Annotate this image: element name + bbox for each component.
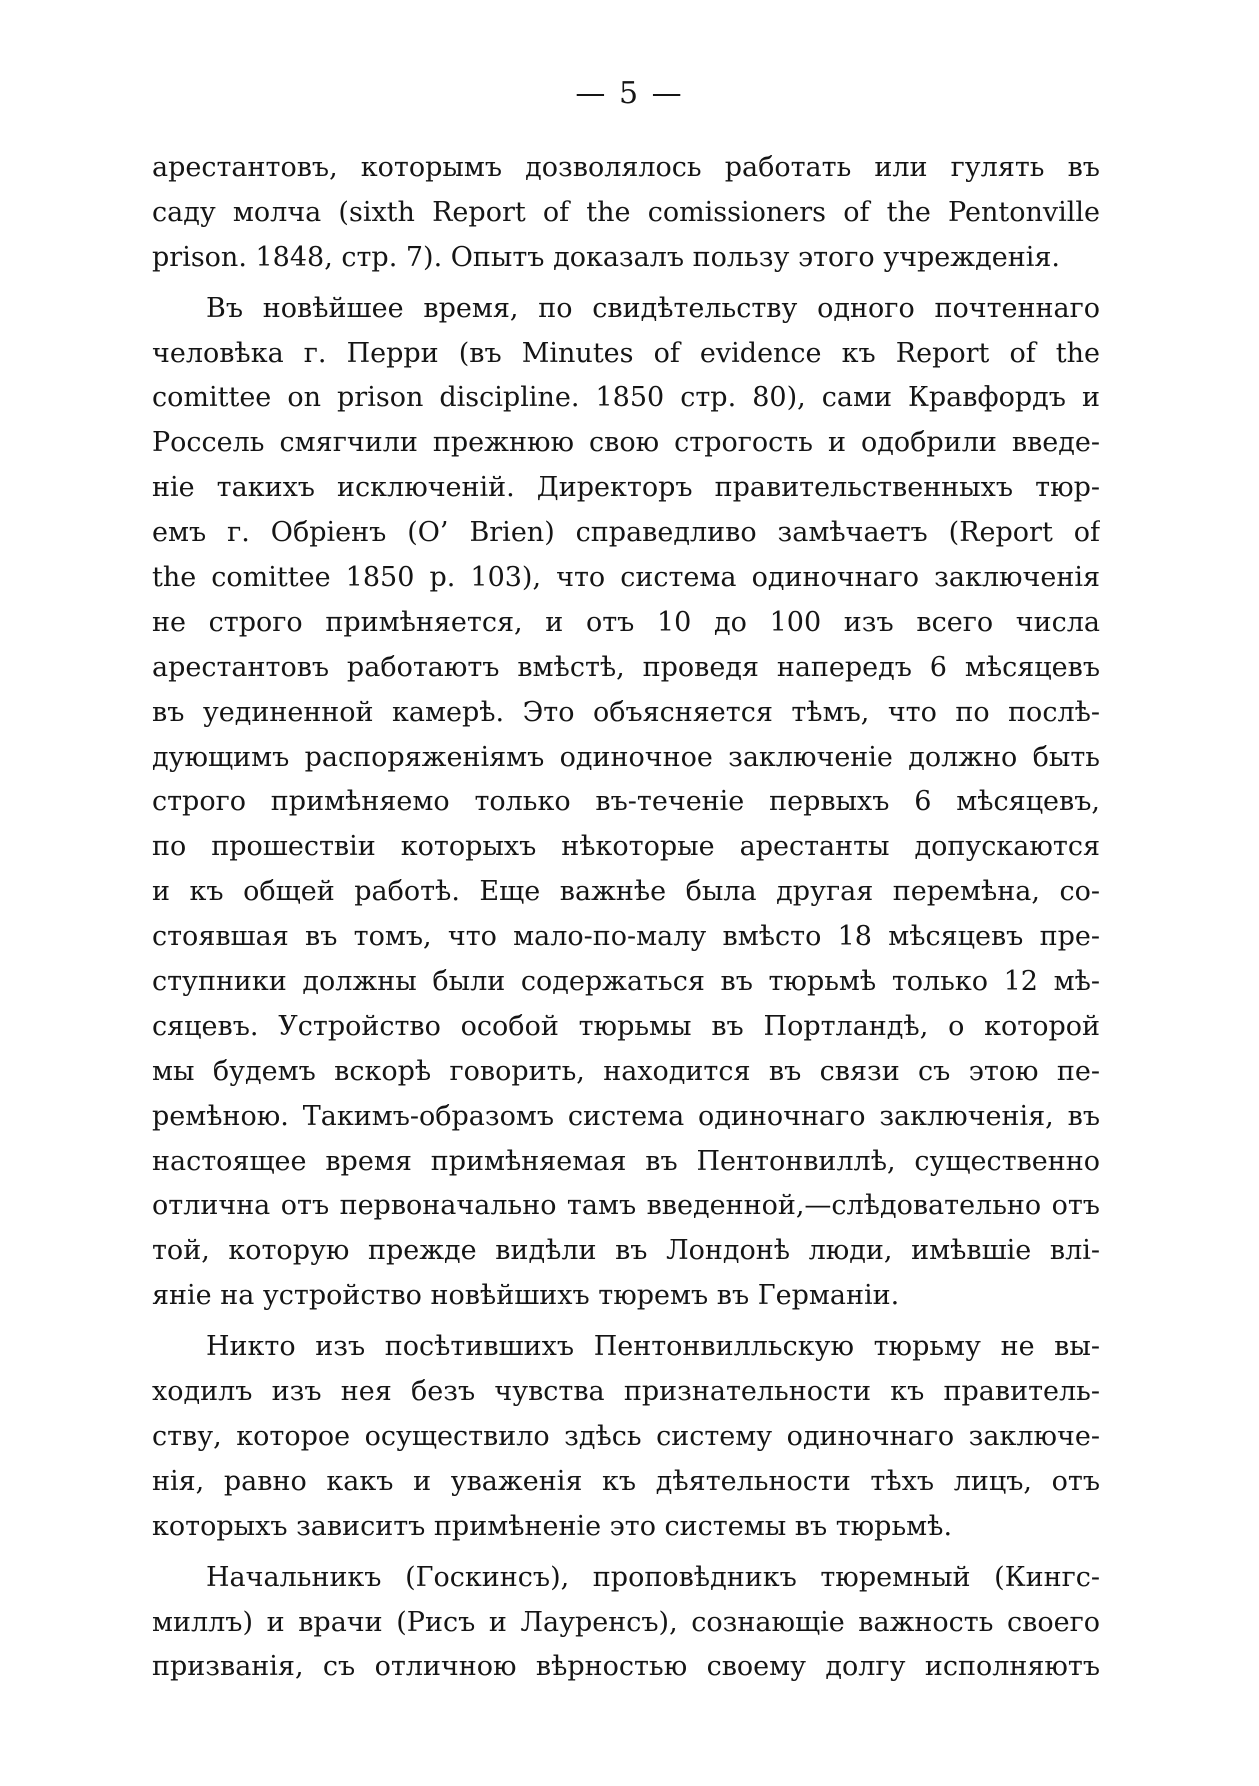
text-line: стоявшая въ томъ, что мало-по-малу вмѣсто 18 мѣсяцевъ пре-	[152, 921, 1100, 953]
text-line: настоящее время примѣняемая въ Пентонвиллѣ, существенно	[152, 1145, 1100, 1177]
text-line: арестантовъ, которымъ дозволялось работать или гулять въ	[152, 152, 1100, 183]
text-line: миллъ) и врачи (Рисъ и Лауренсъ), сознающіе важность своего	[152, 1606, 1100, 1638]
text-line: въ уединенной камерѣ. Это объясняется тѣмъ, что по послѣ-	[152, 696, 1100, 728]
text-line: Никто изъ посѣтившихъ Пентонвилльскую тюрьму не вы-	[206, 1331, 1100, 1363]
text-line: призванія, съ отличною вѣрностью своему долгу исполняютъ	[152, 1651, 1100, 1683]
text-line: Начальникъ (Госкинсъ), проповѣдникъ тюремный (Кингс-	[206, 1561, 1100, 1593]
text-line: ходилъ изъ нея безъ чувства признательности къ правитель-	[152, 1376, 1100, 1408]
text-line: емъ г. Обріенъ (O’ Brien) справедливо замѣчаетъ (Report of	[152, 517, 1100, 549]
paragraph-3	[152, 1325, 1100, 1549]
text-line: и къ общей работѣ. Еще важнѣе была другая перемѣна, со-	[152, 876, 1100, 908]
page-number: — 5 —	[575, 76, 684, 111]
text-line: the comittee 1850 p. 103), что система одиночнаго заключенія	[152, 562, 1100, 594]
text-line: ніе такихъ исключеній. Директоръ правительственныхъ тюр-	[152, 472, 1100, 504]
text-line: строго примѣняемо только въ-теченіе первыхъ 6 мѣсяцевъ,	[152, 786, 1100, 818]
text-line: по прошествіи которыхъ нѣкоторые арестанты допускаются	[152, 831, 1100, 863]
text-line: сяцевъ. Устройство особой тюрьмы въ Портландѣ, о которой	[152, 1010, 1100, 1042]
text-line: арестантовъ работаютъ вмѣстѣ, проведя напередъ 6 мѣсяцевъ	[152, 651, 1100, 683]
text-line: которыхъ зависитъ примѣненіе это системы въ тюрьмѣ.	[152, 1510, 953, 1542]
paragraph-2	[152, 287, 1100, 1319]
text-line: Въ новѣйшее время, по свидѣтельству одного почтеннаго	[206, 292, 1100, 324]
text-line: человѣка г. Перри (въ Minutes of evidence къ Report of the	[152, 337, 1100, 369]
text-line: не строго примѣняется, и отъ 10 до 100 изъ всего числа	[152, 606, 1100, 638]
text-line: отлична отъ первоначально тамъ введенной,—слѣдовательно отъ	[152, 1190, 1100, 1222]
text-line: prison. 1848, стр. 7). Опытъ доказалъ пользу этого учрежденія.	[152, 241, 1060, 273]
text-line: саду молча (sixth Report of the comissioners of the Pentonville	[152, 196, 1100, 228]
body-text	[152, 146, 1100, 1690]
text-line: ступники должны были содержаться въ тюрьмѣ только 12 мѣ-	[152, 966, 1100, 998]
text-line: той, которую прежде видѣли въ Лондонѣ люди, имѣвшіе влі-	[152, 1235, 1100, 1267]
text-line: ремѣною. Такимъ-образомъ система одиночнаго заключенія, въ	[152, 1100, 1100, 1132]
text-line: мы будемъ вскорѣ говорить, находится въ связи съ этою пе-	[152, 1055, 1100, 1087]
paragraph-4	[152, 1556, 1100, 1691]
text-line: дующимъ распоряженіямъ одиночное заключеніе должно быть	[152, 741, 1100, 773]
paragraph-1	[152, 146, 1100, 281]
text-line: Россель смягчили прежнюю свою строгость и одобрили введе-	[152, 427, 1100, 459]
text-line: ству, которое осуществило здѣсь систему одиночнаго заключе-	[152, 1420, 1100, 1452]
text-line: нія, равно какъ и уваженія къ дѣятельности тѣхъ лицъ, отъ	[152, 1465, 1100, 1497]
text-line: яніе на устройство новѣйшихъ тюремъ въ Германіи.	[152, 1280, 900, 1312]
text-line: comittee on prison discipline. 1850 стр. 80), сами Кравфордъ и	[152, 382, 1100, 414]
